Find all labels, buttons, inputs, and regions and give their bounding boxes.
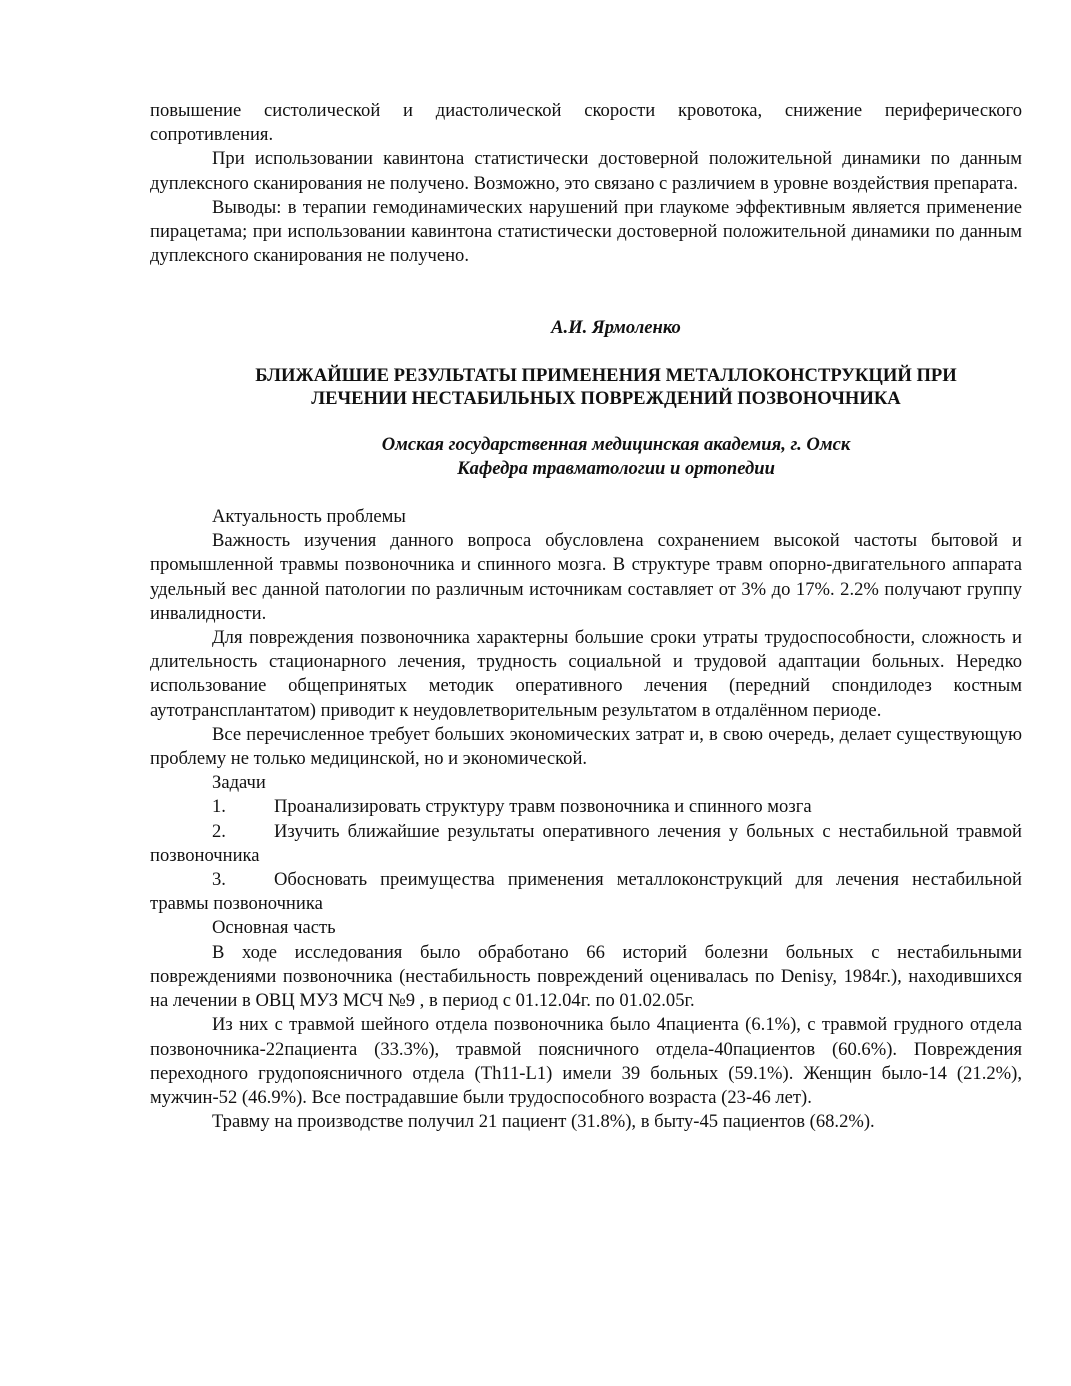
paragraph-study: В ходе исследования было обработано 66 историй болезни больных с нестабильными повреждениями позвоночника (нестабильность повреждений оценивалась по Denisy, 1984г.), находившихся на лечении в ОВЦ МУЗ МСЧ №9 , в период с 01.12.04г. по 01.02.05г. (150, 941, 1022, 1012)
task-number: 2. (212, 820, 226, 842)
paragraph-continuation: повышение систолической и диастолической скорости кровотока, снижение периферического сопротивления. (150, 100, 1022, 146)
paragraph-cavinton: При использовании кавинтона статистически достоверной положительной динамики по данным дуплексного сканирования не получено. Возможно, это связано с различием в уровне воздействия препарата. (150, 148, 1022, 194)
task-text: Обосновать преимущества применения металлоконструкций для лечения нестабильной травмы позвоночника (150, 869, 1022, 915)
task-item-3 (150, 868, 1022, 916)
paragraph-economic: Все перечисленное требует больших экономических затрат и, в свою очередь, делает существующую проблему не только медицинской, но и экономической. (150, 723, 1022, 770)
paragraph-spine-injury: Для повреждения позвоночника характерны большие сроки утраты трудоспособности, сложность и длительность стационарного лечения, трудность социальной и трудовой адаптации больных. Нередко использование общепринятых методик оперативного лечения (передний спондилодез костным аутотрансплантатом) приводит к неудовлетворительным результатом в отдалённом периоде. (150, 627, 1022, 721)
document-page (150, 99, 1022, 1134)
affiliation-line-1: Омская государственная медицинская академия, г. Омск (381, 433, 851, 455)
paragraph-statistics: Из них с травмой шейного отдела позвоночника было 4пациента (6.1%), с травмой грудного отдела позвоночника-22пациента (33.3%), травмой поясничного отдела-40пациентов (60.6%). Повреждения переходного грудопоясничного отдела (Th11-L1) имели 39 больных (59.1%). Женщин было-14 (21.2%), мужчин-52 (46.9%). Все пострадавшие были трудоспособного возраста (23-46 лет). (150, 1014, 1022, 1108)
article-title-line-2: ЛЕЧЕНИИ НЕСТАБИЛЬНЫХ ПОВРЕЖДЕНИЙ ПОЗВОНОЧНИКА (311, 387, 901, 409)
paragraph-conclusions: Выводы: в терапии гемодинамических нарушений при глаукоме эффективным является применение пирацетама; при использовании кавинтона статистически достоверной положительной динамики по данным дуплексного сканирования не получено. (150, 196, 1022, 267)
article-title-line-1: БЛИЖАЙШИЕ РЕЗУЛЬТАТЫ ПРИМЕНЕНИЯ МЕТАЛЛОКОНСТРУКЦИЙ ПРИ (255, 364, 957, 386)
paragraph-importance: Важность изучения данного вопроса обусловлена сохранением высокой частоты бытовой и промышленной травмы позвоночника и спинного мозга. В структуре травм опорно-двигательного аппарата удельный вес данной патологии по различным источникам составляет от 3% до 17%. 2.2% получают группу инвалидности. (150, 530, 1022, 624)
task-text: Изучить ближайшие результаты оперативного лечения у больных с нестабильной травмой позвоночника (150, 820, 1022, 866)
task-number: 3. (212, 869, 226, 891)
task-item-1 (150, 795, 1022, 819)
affiliation (150, 433, 1022, 481)
paragraph-injury-place: Травму на производстве получил 21 пациент (31.8%), в быту-45 пациентов (68.2%). (212, 1111, 875, 1133)
task-text: Проанализировать структуру травм позвоночника и спинного мозга (274, 796, 812, 818)
author-name: А.И. Ярмоленко (551, 317, 681, 339)
affiliation-line-2: Кафедра травматологии и ортопедии (457, 457, 775, 479)
heading-relevance: Актуальность проблемы (212, 506, 406, 528)
heading-tasks: Задачи (212, 772, 266, 794)
article-title (150, 364, 1022, 410)
task-item-2 (150, 820, 1022, 868)
heading-main-part: Основная часть (212, 917, 336, 939)
task-number: 1. (212, 796, 226, 818)
